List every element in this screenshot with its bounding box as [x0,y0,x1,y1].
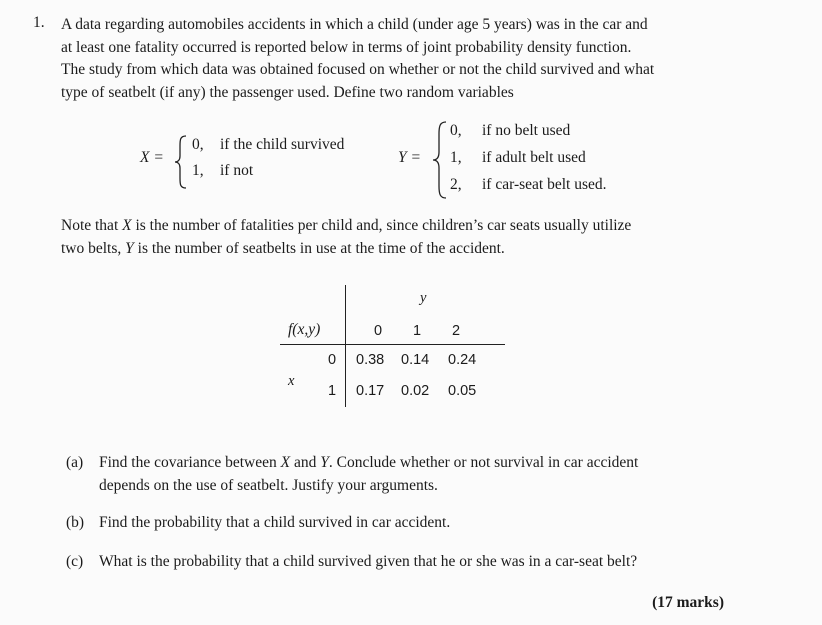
table-vertical-rule [345,285,346,407]
note-line: two belts, Y is the number of seatbelts in use at the time of the accident. [61,239,505,257]
x-case-row [192,136,345,154]
marks-label: (17 marks) [652,594,724,611]
y-case-row [450,176,607,194]
table-corner-label: f(x,y) [288,321,321,338]
sub-question-text [99,452,638,497]
left-brace-icon [431,120,449,200]
table-cell: 0.05 [448,383,477,399]
joint-probability-table [270,282,510,412]
x-case-value: 1, [192,162,204,179]
y-case-row [450,122,571,140]
sub-question-label: (a) [66,454,84,471]
table-column-header: 2 [452,323,461,339]
y-definition [398,120,658,202]
x-case-condition: if not [220,162,254,179]
table-row-header: 1 [328,383,337,399]
y-case-value: 0, [450,122,462,139]
intro-line: type of seatbelt (if any) the passenger used. Define two random variables [61,83,514,101]
sub-question-line: Find the covariance between X and Y. Conclude whether or not survival in car accident [99,454,639,471]
x-case-row [192,162,254,180]
y-case-value: 2, [450,176,462,193]
table-cell: 0.17 [356,383,385,399]
table-cell: 0.24 [448,352,477,368]
table-cell: 0.14 [401,352,430,368]
y-case-condition: if adult belt used [482,149,586,166]
table-column-variable: y [420,290,427,306]
y-case-row [450,149,586,167]
table-horizontal-rule [280,344,505,345]
x-case-value: 0, [192,136,204,153]
table-row-header: 0 [328,352,337,368]
note-line: Note that X is the number of fatalities per child and, since children’s car seats usually utilize [61,217,632,234]
sub-question-line: Find the probability that a child survived in car accident. [99,514,451,531]
note-paragraph [61,215,761,260]
question-number: 1. [33,14,45,31]
y-case-condition: if no belt used [482,122,571,139]
intro-line: A data regarding automobiles accidents in which a child (under age 5 years) was in the car and [61,16,648,33]
table-column-header: 0 [374,323,383,339]
sub-question-label: (c) [66,553,84,570]
question-intro [61,14,761,104]
y-case-value: 1, [450,149,462,166]
intro-line: at least one fatality occurred is reported below in terms of joint probability density function. [61,38,632,56]
sub-question-text [99,551,637,574]
sub-question-label: (b) [66,514,85,531]
table-column-header: 1 [413,323,422,339]
sub-question-line: What is the probability that a child survived given that he or she was in a car-seat belt? [99,553,638,570]
y-definition-lhs: Y = [398,149,421,166]
table-row-variable: x [288,373,295,389]
x-definition [140,134,380,192]
left-brace-icon [173,134,189,190]
sub-question-line: depends on the use of seatbelt. Justify your arguments. [99,476,438,494]
y-case-condition: if car-seat belt used. [482,176,607,193]
sub-question-text [99,512,450,535]
x-definition-lhs: X = [140,149,164,166]
table-cell: 0.38 [356,352,385,368]
table-cell: 0.02 [401,383,430,399]
intro-line: The study from which data was obtained focused on whether or not the child survived and what [61,61,655,78]
x-case-condition: if the child survived [220,136,345,153]
